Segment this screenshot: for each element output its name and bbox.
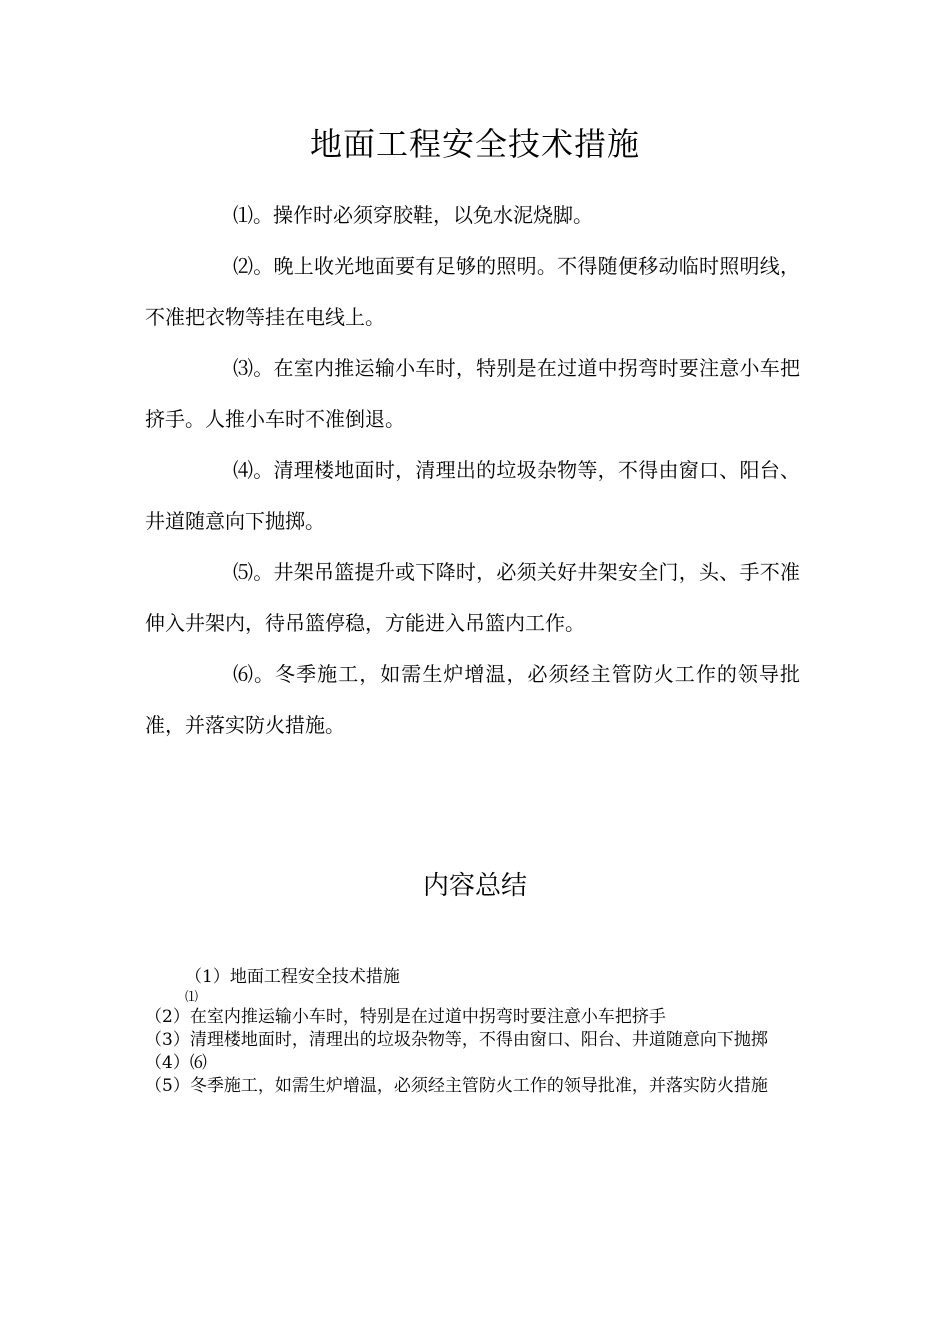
summary-line-3: （2）在室内推运输小车时，特别是在过道中拐弯时要注意小车把挤手 bbox=[145, 1007, 666, 1027]
paragraph-4: ⑷。清理楼地面时，清理出的垃圾杂物等，不得由窗口、阳台、井道随意向下抛掷。 bbox=[145, 458, 800, 533]
document-body bbox=[145, 190, 800, 751]
summary-title: 内容总结 bbox=[422, 871, 527, 901]
paragraph-1: ⑴。操作时必须穿胶鞋，以免水泥烧脚。 bbox=[233, 203, 593, 227]
summary-line-4: （3）清理楼地面时，清理出的垃圾杂物等，不得由窗口、阳台、井道随意向下抛掷 bbox=[145, 1030, 768, 1050]
summary-line-6: （5）冬季施工，如需生炉增温，必须经主管防火工作的领导批准，并落实防火措施 bbox=[145, 1076, 768, 1096]
paragraph-2: ⑵。晚上收光地面要有足够的照明。不得随便移动临时照明线，不准把衣物等挂在电线上。 bbox=[145, 254, 800, 329]
summary-line-5: （4）⑹ bbox=[145, 1053, 207, 1073]
document-title: 地面工程安全技术措施 bbox=[309, 125, 640, 163]
summary-line-1: （1）地面工程安全技术措施 bbox=[185, 967, 400, 987]
paragraph-6: ⑹。冬季施工，如需生炉增温，必须经主管防火工作的领导批准，并落实防火措施。 bbox=[145, 662, 800, 737]
paragraph-5: ⑸。井架吊篮提升或下降时，必须关好井架安全门，头、手不准伸入井架内，待吊篮停稳，方能进入吊篮内工作。 bbox=[145, 560, 800, 635]
summary-line-2: ⑴ bbox=[185, 990, 199, 1005]
paragraph-3: ⑶。在室内推运输小车时，特别是在过道中拐弯时要注意小车把挤手。人推小车时不准倒退。 bbox=[145, 356, 800, 431]
summary-body bbox=[145, 966, 800, 1098]
